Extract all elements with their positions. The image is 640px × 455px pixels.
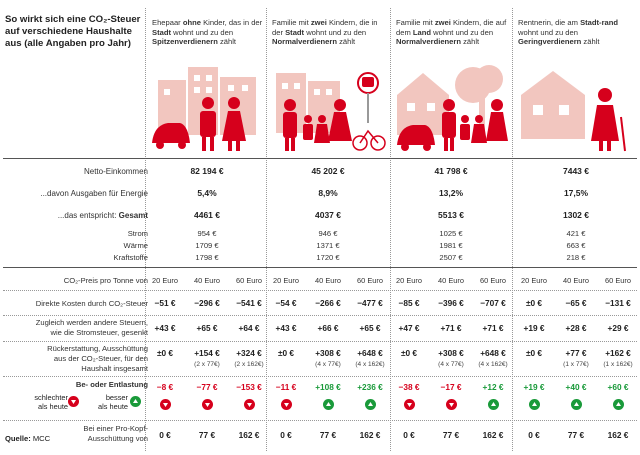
co2-price: 20 Euro: [521, 276, 547, 285]
co2-price: 20 Euro: [396, 276, 422, 285]
percap-value: 162 €: [482, 430, 504, 440]
co2-price: 60 Euro: [236, 276, 262, 285]
direct-cost: −65 €: [565, 298, 587, 308]
percap-value: 0 €: [280, 430, 292, 440]
energy-total-value: 4461 €: [194, 210, 220, 220]
other-tax: +71 €: [482, 323, 504, 333]
other-tax: +47 €: [398, 323, 420, 333]
other-tax: +65 €: [196, 323, 218, 333]
other-label: Zugleich werden andere Steuern, wie die Stromsteuer, gesenkt: [35, 318, 148, 337]
waerme-value: 663 €: [566, 241, 586, 250]
net-value: +40 €: [565, 382, 587, 392]
direct-cost: −131 €: [605, 298, 631, 308]
net-value: −8 €: [156, 382, 174, 392]
refund-value: +308 €: [315, 348, 341, 358]
percap-label: Bei einer Pro-Kopf- Ausschüttung von: [83, 424, 148, 443]
co2-price: 20 Euro: [273, 276, 299, 285]
direct-cost: −85 €: [398, 298, 420, 308]
net-value: −17 €: [440, 382, 462, 392]
refund-note: (2 x 77€): [194, 361, 220, 368]
down-arrow-icon: [446, 399, 457, 410]
couple-city-illustration: [148, 55, 264, 155]
net-value: +60 €: [607, 382, 629, 392]
direct-cost: −54 €: [275, 298, 297, 308]
kraft-label: Kraftstoffe: [113, 253, 148, 262]
direct-cost: −51 €: [154, 298, 176, 308]
energy-total-value: 1302 €: [563, 210, 589, 220]
co2-price: 60 Euro: [480, 276, 506, 285]
refund-note: (4 x 77€): [438, 361, 464, 368]
refund-value: +648 €: [357, 348, 383, 358]
strom-value: 1025 €: [439, 229, 463, 238]
percap-value: 0 €: [528, 430, 540, 440]
refund-note: (1 x 162€): [603, 361, 633, 368]
direct-cost: −707 €: [480, 298, 506, 308]
household-header-4: Rentnerin, die am Stadt-rand wohnt und zu den Geringverdienern zählt: [518, 18, 619, 47]
percap-value: 77 €: [567, 430, 585, 440]
down-arrow-icon: [202, 399, 213, 410]
down-arrow-icon: [244, 399, 255, 410]
percap-value: 77 €: [442, 430, 460, 440]
co2-price: 40 Euro: [315, 276, 341, 285]
strom-value: 946 €: [318, 229, 338, 238]
kraft-value: 1798 €: [195, 253, 219, 262]
percap-value: 77 €: [198, 430, 216, 440]
down-arrow-icon: [404, 399, 415, 410]
percap-value: 162 €: [238, 430, 260, 440]
refund-value: +308 €: [438, 348, 464, 358]
energy-total-value: 4037 €: [315, 210, 341, 220]
percap-value: 0 €: [159, 430, 171, 440]
net-value: +108 €: [315, 382, 341, 392]
refund-value: +162 €: [605, 348, 631, 358]
refund-value: +324 €: [236, 348, 262, 358]
row-divider: [3, 158, 637, 159]
other-tax: +43 €: [275, 323, 297, 333]
strom-label: Strom: [127, 229, 148, 238]
waerme-label: Wärme: [123, 241, 148, 250]
direct-cost: −266 €: [315, 298, 341, 308]
kraft-value: 1720 €: [316, 253, 340, 262]
income-value: 45 202 €: [311, 166, 345, 176]
up-arrow-icon: [130, 396, 141, 407]
refund-note: (4 x 162€): [355, 361, 385, 368]
energy-share-value: 17,5%: [563, 188, 589, 198]
refund-note: (2 x 162€): [234, 361, 264, 368]
net-value: +12 €: [482, 382, 504, 392]
pensioner-illustration: [515, 55, 637, 155]
other-tax: +65 €: [359, 323, 381, 333]
waerme-value: 1709 €: [195, 241, 219, 250]
direct-cost: −396 €: [438, 298, 464, 308]
other-tax: +71 €: [440, 323, 462, 333]
row-divider: [3, 315, 637, 316]
net-value: −77 €: [196, 382, 218, 392]
co2-price: 40 Euro: [194, 276, 220, 285]
source: Quelle: MCC: [5, 434, 51, 443]
refund-value: ±0 €: [156, 348, 174, 358]
refund-value: ±0 €: [277, 348, 295, 358]
up-arrow-icon: [365, 399, 376, 410]
direct-label: Direkte Kosten durch CO₂-Steuer: [35, 299, 148, 308]
up-arrow-icon: [613, 399, 624, 410]
down-arrow-icon: [160, 399, 171, 410]
down-arrow-icon: [281, 399, 292, 410]
refund-value: +154 €: [194, 348, 220, 358]
refund-value: ±0 €: [525, 348, 543, 358]
co2-price: 60 Euro: [357, 276, 383, 285]
net-label: Be- oder Entlastung: [75, 380, 148, 389]
co2-price: 40 Euro: [438, 276, 464, 285]
legend-better: besser als heute: [98, 393, 128, 411]
net-value: −38 €: [398, 382, 420, 392]
co2price-label: CO₂-Preis pro Tonne von: [63, 276, 148, 285]
refund-label: Rückerstattung, Ausschüttung aus der CO₂-Steuer, für den Haushalt insgesamt: [47, 344, 148, 373]
row-divider: [3, 290, 637, 291]
up-arrow-icon: [488, 399, 499, 410]
percap-value: 77 €: [319, 430, 337, 440]
down-arrow-icon: [68, 396, 79, 407]
refund-note: (4 x 77€): [315, 361, 341, 368]
other-tax: +29 €: [607, 323, 629, 333]
energy-label: ...davon Ausgaben für Energie: [40, 189, 148, 198]
energy-share-value: 13,2%: [438, 188, 464, 198]
direct-cost: −541 €: [236, 298, 262, 308]
other-tax: +64 €: [238, 323, 260, 333]
kraft-value: 218 €: [566, 253, 586, 262]
kraft-value: 2507 €: [439, 253, 463, 262]
refund-note: (4 x 162€): [478, 361, 508, 368]
percap-value: 0 €: [403, 430, 415, 440]
direct-cost: ±0 €: [525, 298, 543, 308]
row-divider: [3, 376, 637, 377]
other-tax: +28 €: [565, 323, 587, 333]
chart-title: So wirkt sich eine CO₂-Steuer auf verschiedene Haushalte aus (alle Angaben pro Jahr): [5, 14, 141, 49]
other-tax: +43 €: [154, 323, 176, 333]
waerme-value: 1371 €: [316, 241, 340, 250]
household-header-2: Familie mit zwei Kindern, die in der Stadt wohnt und zu den Normalverdienern zählt: [272, 18, 378, 47]
percap-value: 162 €: [607, 430, 629, 440]
household-header-3: Familie mit zwei Kindern, die auf dem Land wohnt und zu den Normalverdienern zählt: [396, 18, 507, 47]
row-divider: [3, 267, 637, 268]
co2-price: 40 Euro: [563, 276, 589, 285]
income-value: 7443 €: [563, 166, 589, 176]
direct-cost: −477 €: [357, 298, 383, 308]
energy-share-value: 8,9%: [318, 188, 338, 198]
up-arrow-icon: [529, 399, 540, 410]
income-value: 41 798 €: [434, 166, 468, 176]
row-divider: [3, 420, 637, 421]
row-divider: [3, 341, 637, 342]
up-arrow-icon: [323, 399, 334, 410]
refund-note: (1 x 77€): [563, 361, 589, 368]
net-value: +19 €: [523, 382, 545, 392]
energy-share-value: 5,4%: [197, 188, 217, 198]
direct-cost: −296 €: [194, 298, 220, 308]
energy-total-value: 5513 €: [438, 210, 464, 220]
income-label: Netto-Einkommen: [83, 167, 148, 176]
percap-value: 162 €: [359, 430, 381, 440]
family-city-illustration: [270, 55, 388, 155]
other-tax: +19 €: [523, 323, 545, 333]
net-value: +236 €: [357, 382, 383, 392]
co2-price: 60 Euro: [605, 276, 631, 285]
refund-value: +77 €: [565, 348, 587, 358]
net-value: −153 €: [236, 382, 262, 392]
income-value: 82 194 €: [190, 166, 224, 176]
strom-value: 954 €: [197, 229, 217, 238]
other-tax: +66 €: [317, 323, 339, 333]
co2-price: 20 Euro: [152, 276, 178, 285]
household-header-1: Ehepaar ohne Kinder, das in der Stadt wohnt und zu den Spitzenverdienern zählt: [152, 18, 263, 47]
total-label: ...das entspricht: Gesamt: [57, 211, 148, 220]
strom-value: 421 €: [566, 229, 586, 238]
refund-value: +648 €: [480, 348, 506, 358]
waerme-value: 1981 €: [439, 241, 463, 250]
up-arrow-icon: [571, 399, 582, 410]
family-country-illustration: [393, 55, 511, 155]
legend-worse: schlechter als heute: [34, 393, 68, 411]
net-value: −11 €: [275, 382, 297, 392]
refund-value: ±0 €: [400, 348, 418, 358]
